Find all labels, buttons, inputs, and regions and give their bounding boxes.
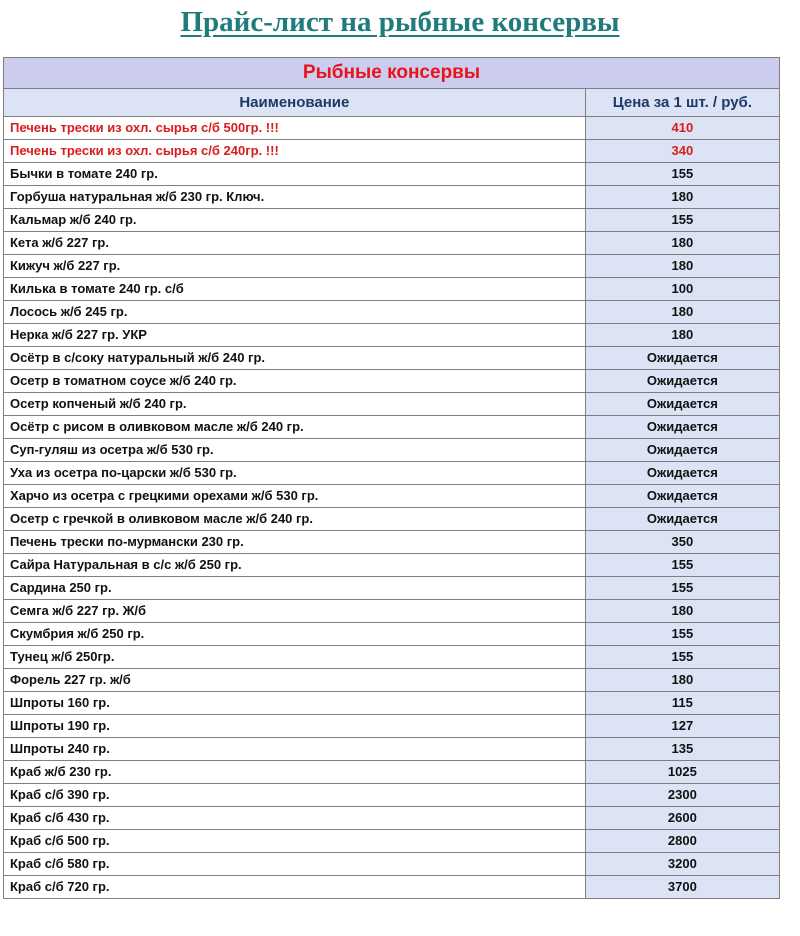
product-price: Ожидается — [585, 462, 779, 485]
table-row — [4, 370, 780, 393]
table-row — [4, 692, 780, 715]
product-price: 180 — [585, 186, 779, 209]
product-name: Печень трески из охл. сырья с/б 500гр. !!! — [4, 117, 586, 140]
product-price: 180 — [585, 324, 779, 347]
product-name: Осётр в с/соку натуральный ж/б 240 гр. — [4, 347, 586, 370]
product-name: Тунец ж/б 250гр. — [4, 646, 586, 669]
table-row — [4, 439, 780, 462]
table-row — [4, 646, 780, 669]
product-name: Краб с/б 430 гр. — [4, 807, 586, 830]
table-row — [4, 738, 780, 761]
product-price: 1025 — [585, 761, 779, 784]
product-name: Осётр с рисом в оливковом масле ж/б 240 гр. — [4, 416, 586, 439]
product-name: Шпроты 190 гр. — [4, 715, 586, 738]
table-row — [4, 301, 780, 324]
table-row — [4, 554, 780, 577]
table-row — [4, 669, 780, 692]
product-price: 2800 — [585, 830, 779, 853]
table-row — [4, 393, 780, 416]
product-name: Печень трески по-мурмански 230 гр. — [4, 531, 586, 554]
table-row — [4, 807, 780, 830]
product-name: Осетр в томатном соусе ж/б 240 гр. — [4, 370, 586, 393]
table-row — [4, 715, 780, 738]
product-name: Краб с/б 390 гр. — [4, 784, 586, 807]
product-price: 135 — [585, 738, 779, 761]
product-name: Кета ж/б 227 гр. — [4, 232, 586, 255]
price-table — [3, 57, 780, 899]
table-row — [4, 600, 780, 623]
product-price: Ожидается — [585, 347, 779, 370]
column-header-row — [4, 89, 780, 117]
table-row — [4, 508, 780, 531]
table-row — [4, 830, 780, 853]
table-row — [4, 117, 780, 140]
product-name: Кижуч ж/б 227 гр. — [4, 255, 586, 278]
product-price: 100 — [585, 278, 779, 301]
product-name: Скумбрия ж/б 250 гр. — [4, 623, 586, 646]
product-price: 155 — [585, 623, 779, 646]
table-row — [4, 416, 780, 439]
product-price: Ожидается — [585, 370, 779, 393]
product-price: 155 — [585, 577, 779, 600]
product-price: 2600 — [585, 807, 779, 830]
product-price: 155 — [585, 209, 779, 232]
product-name: Бычки в томате 240 гр. — [4, 163, 586, 186]
product-price: 155 — [585, 163, 779, 186]
product-name: Краб с/б 580 гр. — [4, 853, 586, 876]
table-row — [4, 209, 780, 232]
product-price: 155 — [585, 554, 779, 577]
product-name: Краб с/б 720 гр. — [4, 876, 586, 899]
product-name: Печень трески из охл. сырья с/б 240гр. !!! — [4, 140, 586, 163]
table-row — [4, 853, 780, 876]
product-price: 2300 — [585, 784, 779, 807]
product-name: Горбуша натуральная ж/б 230 гр. Ключ. — [4, 186, 586, 209]
section-title: Рыбные консервы — [4, 58, 780, 89]
product-price: 180 — [585, 301, 779, 324]
price-table-body — [4, 58, 780, 899]
product-price: 180 — [585, 669, 779, 692]
product-name: Сардина 250 гр. — [4, 577, 586, 600]
table-row — [4, 140, 780, 163]
table-row — [4, 255, 780, 278]
product-name: Суп-гуляш из осетра ж/б 530 гр. — [4, 439, 586, 462]
column-header-name: Наименование — [4, 89, 586, 117]
table-row — [4, 577, 780, 600]
table-row — [4, 278, 780, 301]
section-row — [4, 58, 780, 89]
product-price: 340 — [585, 140, 779, 163]
product-price: 180 — [585, 255, 779, 278]
product-name: Сайра Натуральная в с/с ж/б 250 гр. — [4, 554, 586, 577]
table-row — [4, 324, 780, 347]
product-price: 115 — [585, 692, 779, 715]
table-row — [4, 784, 780, 807]
product-name: Краб ж/б 230 гр. — [4, 761, 586, 784]
table-row — [4, 163, 780, 186]
product-name: Форель 227 гр. ж/б — [4, 669, 586, 692]
column-header-price: Цена за 1 шт. / руб. — [585, 89, 779, 117]
product-name: Кальмар ж/б 240 гр. — [4, 209, 586, 232]
table-row — [4, 186, 780, 209]
product-price: 410 — [585, 117, 779, 140]
product-name: Краб с/б 500 гр. — [4, 830, 586, 853]
product-name: Семга ж/б 227 гр. Ж/б — [4, 600, 586, 623]
table-row — [4, 347, 780, 370]
product-price: Ожидается — [585, 508, 779, 531]
product-name: Осетр с гречкой в оливковом масле ж/б 240 гр. — [4, 508, 586, 531]
table-row — [4, 623, 780, 646]
product-price: 350 — [585, 531, 779, 554]
product-price: 3200 — [585, 853, 779, 876]
table-row — [4, 485, 780, 508]
table-row — [4, 462, 780, 485]
product-name: Уха из осетра по-царски ж/б 530 гр. — [4, 462, 586, 485]
product-price: 3700 — [585, 876, 779, 899]
product-name: Килька в томате 240 гр. с/б — [4, 278, 586, 301]
product-name: Шпроты 160 гр. — [4, 692, 586, 715]
table-row — [4, 531, 780, 554]
product-price: Ожидается — [585, 416, 779, 439]
product-name: Лосось ж/б 245 гр. — [4, 301, 586, 324]
page-title: Прайс-лист на рыбные консервы — [180, 6, 620, 38]
product-price: 127 — [585, 715, 779, 738]
product-price: 180 — [585, 232, 779, 255]
product-price: Ожидается — [585, 439, 779, 462]
product-name: Шпроты 240 гр. — [4, 738, 586, 761]
product-price: 155 — [585, 646, 779, 669]
product-price: 180 — [585, 600, 779, 623]
product-price: Ожидается — [585, 393, 779, 416]
table-row — [4, 232, 780, 255]
table-row — [4, 761, 780, 784]
product-name: Нерка ж/б 227 гр. УКР — [4, 324, 586, 347]
table-row — [4, 876, 780, 899]
product-name: Харчо из осетра с грецкими орехами ж/б 530 гр. — [4, 485, 586, 508]
product-name: Осетр копченый ж/б 240 гр. — [4, 393, 586, 416]
product-price: Ожидается — [585, 485, 779, 508]
